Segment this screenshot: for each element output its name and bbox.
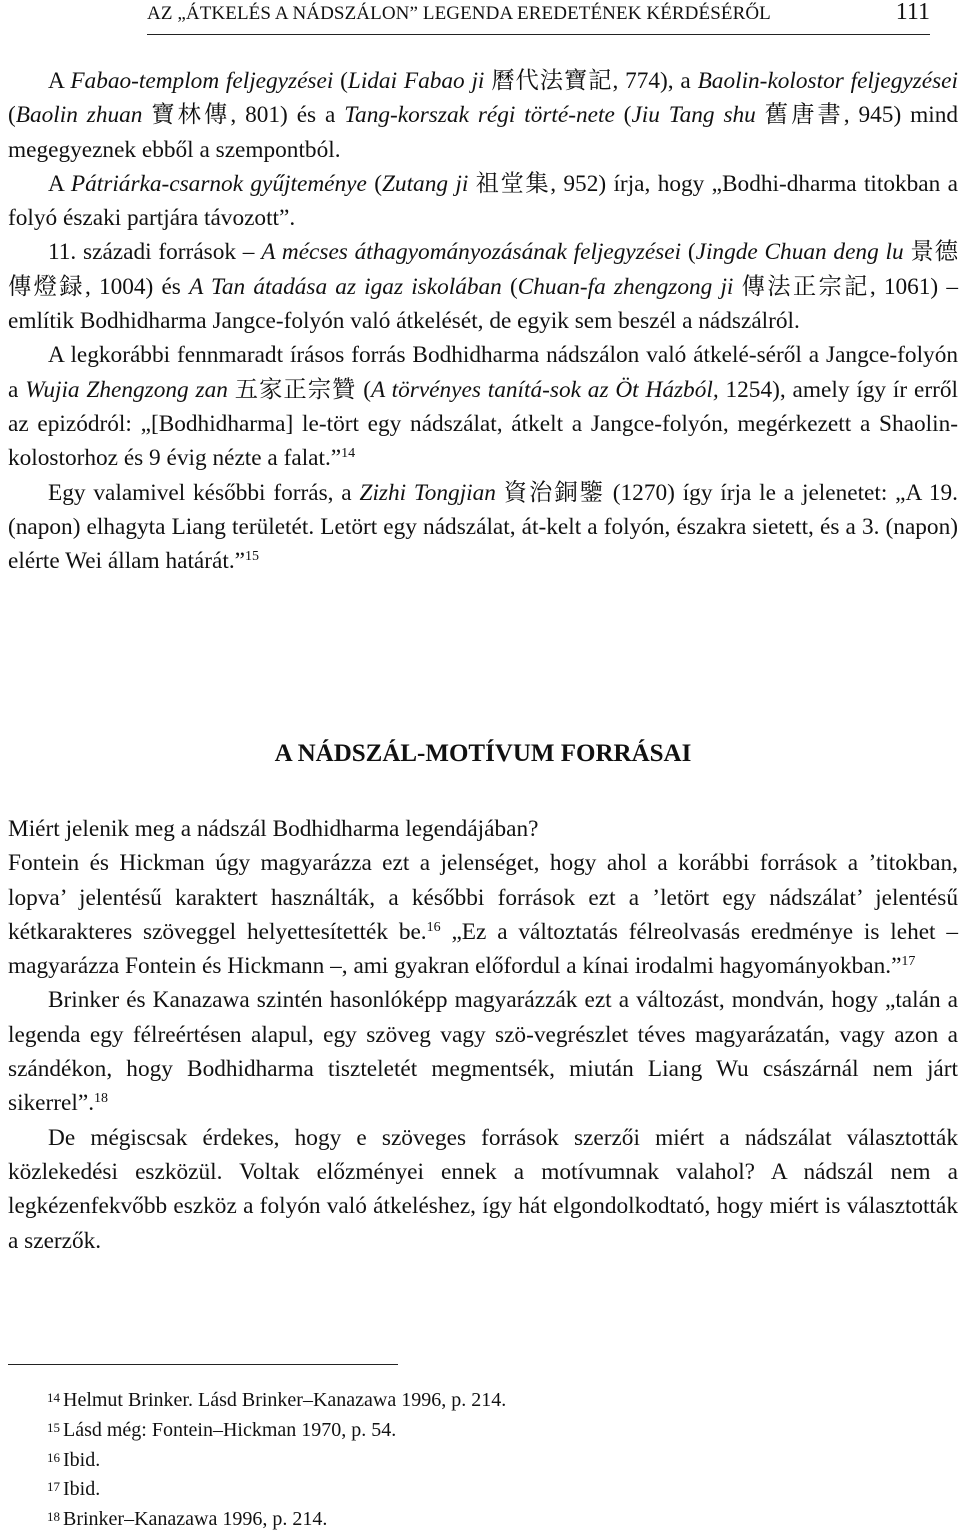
paragraph-closing-question: De mégiscsak érdekes, hogy e szöveges források szerzői miért a nádszálat választották közlekedési eszközül. Voltak előzményei ennek a motívumnak valahol? A nádszál nem a legkézenfekvőbb eszköz a folyón való átkeléshez, így hát elgondolkodtató, hogy miért is választották a szerzők.: [8, 1124, 958, 1254]
paragraph-earliest-source: A legkorábbi fennmaradt írásos forrás Bodhidharma nádszálon való átkelé-séről a Jangce-folyón a Wujia Zhengzong zan 五家正宗贊 (A törvényes tanítá-sok az Öt Házból, 1254), amely így ír erről az epizódról: „[Bodhidharma] le-tört egy nádszálat, átkelt a Jangce-folyón, megérkezett a Shaolin-kolostorhoz és 9 évig nézte a falat.”$^{14}$: [8, 342, 958, 472]
footnote-ref-18[interactable]: 18: [94, 1091, 109, 1107]
page-number: 111: [895, 0, 930, 25]
paragraph-11th-century-sources: 11. századi források – A mécses áthagyományozásának feljegyzései (Jingde Chuan deng lu 景德傳燈録, 1004) és A Tan átadása az igaz iskolában (Chuan-fa zhengzong ji 傳法正宗記, 1061) – említik Bodhidharma Jangce-folyón való átkelését, de egyik sem beszél a nádszálról.: [8, 239, 958, 335]
footnote-16: $^{16}$ Ibid.: [47, 1448, 101, 1471]
footnote-15: $^{15}$ Lásd még: Fontein–Hickman 1970, p. 54.: [47, 1418, 397, 1441]
footnote-ref-14[interactable]: 14: [341, 446, 356, 462]
footnote-separator: [8, 1364, 398, 1365]
running-head: AZ „ÁTKELÉS A NÁDSZÁLON” LEGENDA EREDETÉNEK KÉRDÉSÉRŐL: [147, 3, 771, 24]
paragraph-sources-tang: A Fabao-templom feljegyzései (Lidai Fabao ji 曆代法寶記, 774), a Baolin-kolostor feljegyzései (Baolin zhuan 寶林傳, 801) és a Tang-korszak régi törté-nete (Jiu Tang shu 舊唐書, 945) mind megegyeznek ebből a szempontból.: [8, 68, 958, 163]
footnote-ref-17[interactable]: 17: [901, 954, 916, 970]
paragraph-brinker-kanazawa: Brinker és Kanazawa szintén hasonlóképp magyarázzák ezt a változást, mondván, hogy „talán a legenda egy félreértésen alapul, egy szöveg vagy szö-vegrészlet téves magyarázatán, vagy azon a szándékon, hogy Bodhidharma tiszteletét megmentsék, miután Liang Wu császárnál nem járt sikerrel”.$^{18}$: [8, 987, 958, 1117]
footnote-ref-15[interactable]: 15: [245, 549, 259, 565]
footnote-14: $^{14}$ Helmut Brinker. Lásd Brinker–Kanazawa 1996, p. 214.: [47, 1389, 507, 1411]
body-text-upper: [8, 64, 958, 578]
paragraph-zizhi-tongjian: Egy valamivel későbbi forrás, a Zizhi Tongjian 資治銅鑒 (1270) így írja le a jelenetet: „A 19. (napon) elhagyta Liang területét. Letört egy nádszálat, át-kelt a folyón, északra sietett, és a 3. (napon) elérte Wei állam határát.”$^{15}$: [8, 479, 958, 575]
footnotes: [47, 1386, 506, 1535]
page-header: [147, 0, 930, 35]
paragraph-question: Miért jelenik meg a nádszál Bodhidharma legendájában?: [8, 816, 539, 842]
paragraph-zutang-ji: A Pátriárka-csarnok gyűjteménye (Zutang ji 祖堂集, 952) írja, hogy „Bodhi-dharma titokban a folyó északi partjára távozott”.: [8, 170, 959, 232]
footnote-ref-16[interactable]: 16: [426, 919, 441, 935]
footnote-18: $^{18}$ Brinker–Kanazawa 1996, p. 214.: [47, 1508, 328, 1531]
paragraph-fontein-hickman: Fontein és Hickman úgy magyarázza ezt a jelenséget, hogy ahol a korábbi források a ’titokban, lopva’ jelentésű karaktert használták, a későbbi források ezt a ’letört egy nádszálat’ jelentésű kétkarakteres szöveggel helyettesítették be.$^{16}$ „Ez a változtatás félreolvasás eredménye is lehet – magyarázza Fontein és Hickmann –, ami gyakran előfordul a kínai irodalmi hagyományokban.”$^{17}$: [8, 850, 958, 980]
section-heading: A NÁDSZÁL-MOTÍVUM FORRÁSAI: [274, 740, 692, 767]
footnote-17: $^{17}$ Ibid.: [47, 1478, 101, 1501]
body-text-lower: [8, 812, 958, 1258]
